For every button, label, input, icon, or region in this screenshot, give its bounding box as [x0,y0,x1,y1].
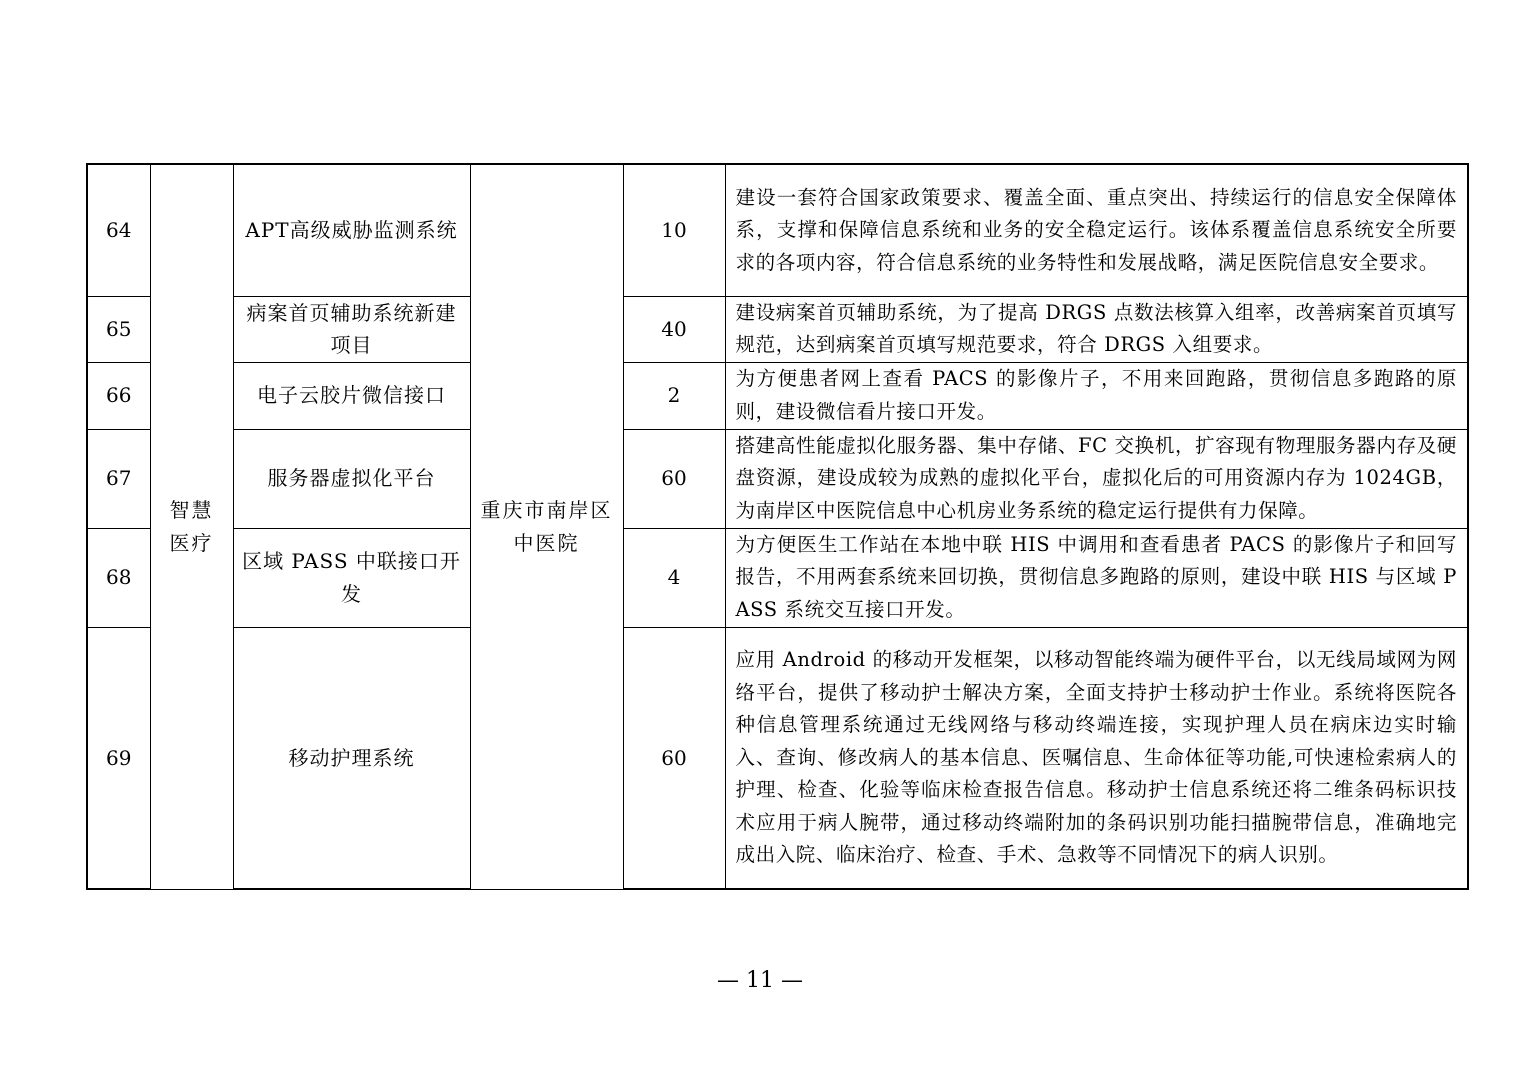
project-description: 为方便医生工作站在本地中联 HIS 中调用和查看患者 PACS 的影像片子和回写报告，不用两套系统来回切换，贯彻信息多跑路的原则，建设中联 HIS 与区域 PASS 系统交互接口开发。 [725,528,1468,627]
project-amount: 10 [623,164,725,296]
unit-cell [470,164,623,889]
project-description: 建设病案首页辅助系统，为了提高 DRGS 点数法核算入组率，改善病案首页填写规范，达到病案首页填写规范要求，符合 DRGS 入组要求。 [725,296,1468,362]
row-number: 68 [87,528,150,627]
project-name: 服务器虚拟化平台 [233,429,470,528]
row-number: 66 [87,362,150,429]
category-line-2: 医疗 [169,530,214,555]
project-amount: 2 [623,362,725,429]
table-row [87,296,1468,362]
page-number: — 11 — [717,968,803,993]
project-amount: 60 [623,429,725,528]
project-name: 移动护理系统 [233,627,470,889]
row-number: 65 [87,296,150,362]
project-description: 搭建高性能虚拟化服务器、集中存储、FC 交换机，扩容现有物理服务器内存及硬盘资源，建设成较为成熟的虚拟化平台，虚拟化后的可用资源内存为 1024GB，为南岸区中医院信息中心机房业务系统的稳定运行提供有力保障。 [725,429,1468,528]
table-row [87,627,1468,889]
table-row [87,362,1468,429]
row-number: 67 [87,429,150,528]
table-row [87,528,1468,627]
project-name: 病案首页辅助系统新建项目 [233,296,470,362]
category-cell [150,164,233,889]
project-name: APT高级威胁监测系统 [233,164,470,296]
project-name: 区域 PASS 中联接口开发 [233,528,470,627]
table-row [87,164,1468,296]
project-description: 应用 Android 的移动开发框架，以移动智能终端为硬件平台，以无线局域网为网络平台，提供了移动护士解决方案，全面支持护士移动护士作业。系统将医院各种信息管理系统通过无线网络与移动终端连接，实现护理人员在病床边实时输入、查询、修改病人的基本信息、医嘱信息、生命体征等功能,可快速检索病人的护理、检查、化验等临床检查报告信息。移动护士信息系统还将二维条码标识技术应用于病人腕带，通过移动终端附加的条码识别功能扫描腕带信息，准确地完成出入院、临床治疗、检查、手术、急救等不同情况下的病人识别。 [725,627,1468,889]
project-amount: 40 [623,296,725,362]
row-number: 69 [87,627,150,889]
row-number: 64 [87,164,150,296]
project-description: 建设一套符合国家政策要求、覆盖全面、重点突出、持续运行的信息安全保障体系，支撑和保障信息系统和业务的安全稳定运行。该体系覆盖信息系统安全所要求的各项内容，符合信息系统的业务特性和发展战略，满足医院信息安全要求。 [725,164,1468,296]
category-line-1: 智慧 [169,498,214,523]
unit-line-2: 中医院 [513,530,580,555]
project-name: 电子云胶片微信接口 [233,362,470,429]
project-table [86,163,1469,890]
project-amount: 4 [623,528,725,627]
project-amount: 60 [623,627,725,889]
unit-line-1: 重庆市南岸区 [480,498,613,523]
table-row [87,429,1468,528]
project-description: 为方便患者网上查看 PACS 的影像片子，不用来回跑路，贯彻信息多跑路的原则，建设微信看片接口开发。 [725,362,1468,429]
